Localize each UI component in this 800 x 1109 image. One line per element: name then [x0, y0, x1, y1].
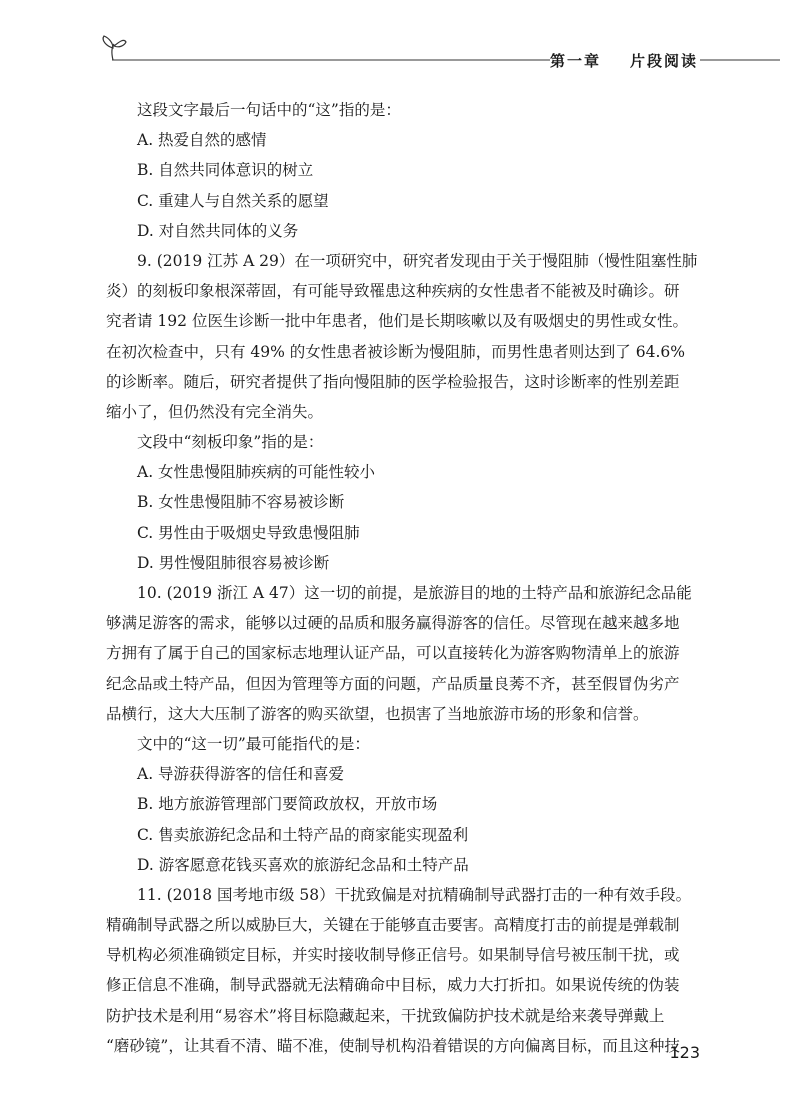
text-line: 11. (2018 国考地市级 58）干扰致偏是对抗精确制导武器打击的一种有效手段。 — [137, 885, 692, 904]
text-line: 缩小了，但仍然没有完全消失。 — [106, 402, 324, 421]
text-line: A. 热爱自然的感情 — [137, 131, 267, 150]
text-line: 品横行，这大大压制了游客的购买欲望，也损害了当地旅游市场的形象和信誉。 — [106, 704, 649, 723]
text-line: 够满足游客的需求，能够以过硬的品质和服务赢得游客的信任。尽管现在越来越多地 — [106, 614, 680, 633]
section-name: 片段阅读 — [629, 52, 698, 70]
text-line: “磨砂镜”，让其看不清、瞄不准，使制导机构沿着错误的方向偏离目标，而且这种技 — [106, 1036, 680, 1055]
text-line: 的诊断率。随后，研究者提供了指向慢阻肺的医学检验报告，这时诊断率的性别差距 — [106, 372, 680, 391]
text-line: D. 男性慢阻肺很容易被诊断 — [137, 553, 330, 572]
chapter-title — [550, 50, 698, 71]
text-line: 防护技术是利用“易容术”将目标隐藏起来，干扰致偏防护技术就是给来袭导弹戴上 — [106, 1006, 665, 1025]
text-line: 炎）的刻板印象根深蒂固，有可能导致罹患这种疾病的女性患者不能被及时确诊。研 — [106, 282, 680, 301]
text-line: C. 男性由于吸烟史导致患慢阻肺 — [137, 523, 360, 542]
sprout-icon — [103, 36, 126, 60]
text-line: B. 地方旅游管理部门要简政放权，开放市场 — [137, 795, 438, 814]
header-ornament — [0, 0, 800, 90]
text-line: D. 对自然共同体的义务 — [137, 221, 299, 240]
text-line: 10. (2019 浙江 A 47）这一切的前提，是旅游目的地的土特产品和旅游纪念品能 — [137, 584, 692, 602]
page-body — [106, 95, 706, 1061]
text-line: 这段文字最后一句话中的“这”指的是： — [137, 101, 401, 119]
text-line: 文段中“刻板印象”指的是： — [137, 433, 324, 452]
chapter-number: 第一章 — [550, 52, 602, 70]
text-line: 纪念品或土特产品，但因为管理等方面的问题，产品质量良莠不齐，甚至假冒伪劣产 — [106, 674, 680, 693]
text-line: 导机构必须准确锁定目标，并实时接收制导修正信号。如果制导信号被压制干扰，或 — [106, 946, 680, 965]
text-line: 9. (2019 江苏 A 29）在一项研究中，研究者发现由于关于慢阻肺（慢性阻塞性肺 — [137, 251, 698, 270]
text-line: 修正信息不准确，制导武器就无法精确命中目标，威力大打折扣。如果说传统的伪装 — [106, 976, 680, 995]
text-line: 文中的“这一切”最可能指代的是： — [137, 734, 370, 753]
text-line: 方拥有了属于自己的国家标志地理认证产品，可以直接转化为游客购物清单上的旅游 — [106, 644, 680, 663]
text-line: A. 女性患慢阻肺疾病的可能性较小 — [137, 463, 376, 482]
page-header — [0, 0, 800, 90]
text-line: C. 售卖旅游纪念品和土特产品的商家能实现盈利 — [137, 825, 469, 844]
text-line: C. 重建人与自然关系的愿望 — [137, 191, 329, 210]
text-line: B. 女性患慢阻肺不容易被诊断 — [137, 493, 345, 512]
text-line: 精确制导武器之所以威胁巨大，关键在于能够直击要害。高精度打击的前提是弹载制 — [106, 916, 680, 935]
text-line: A. 导游获得游客的信任和喜爱 — [137, 765, 345, 784]
text-line: B. 自然共同体意识的树立 — [137, 161, 314, 180]
text-line: 究者请 192 位医生诊断一批中年患者，他们是长期咳嗽以及有吸烟史的男性或女性。 — [106, 312, 688, 331]
page-number: 123 — [669, 1043, 700, 1062]
text-line: 在初次检查中，只有 49% 的女性患者被诊断为慢阻肺，而男性患者则达到了 64.6% — [106, 342, 685, 361]
text-line: D. 游客愿意花钱买喜欢的旅游纪念品和土特产品 — [137, 855, 469, 874]
